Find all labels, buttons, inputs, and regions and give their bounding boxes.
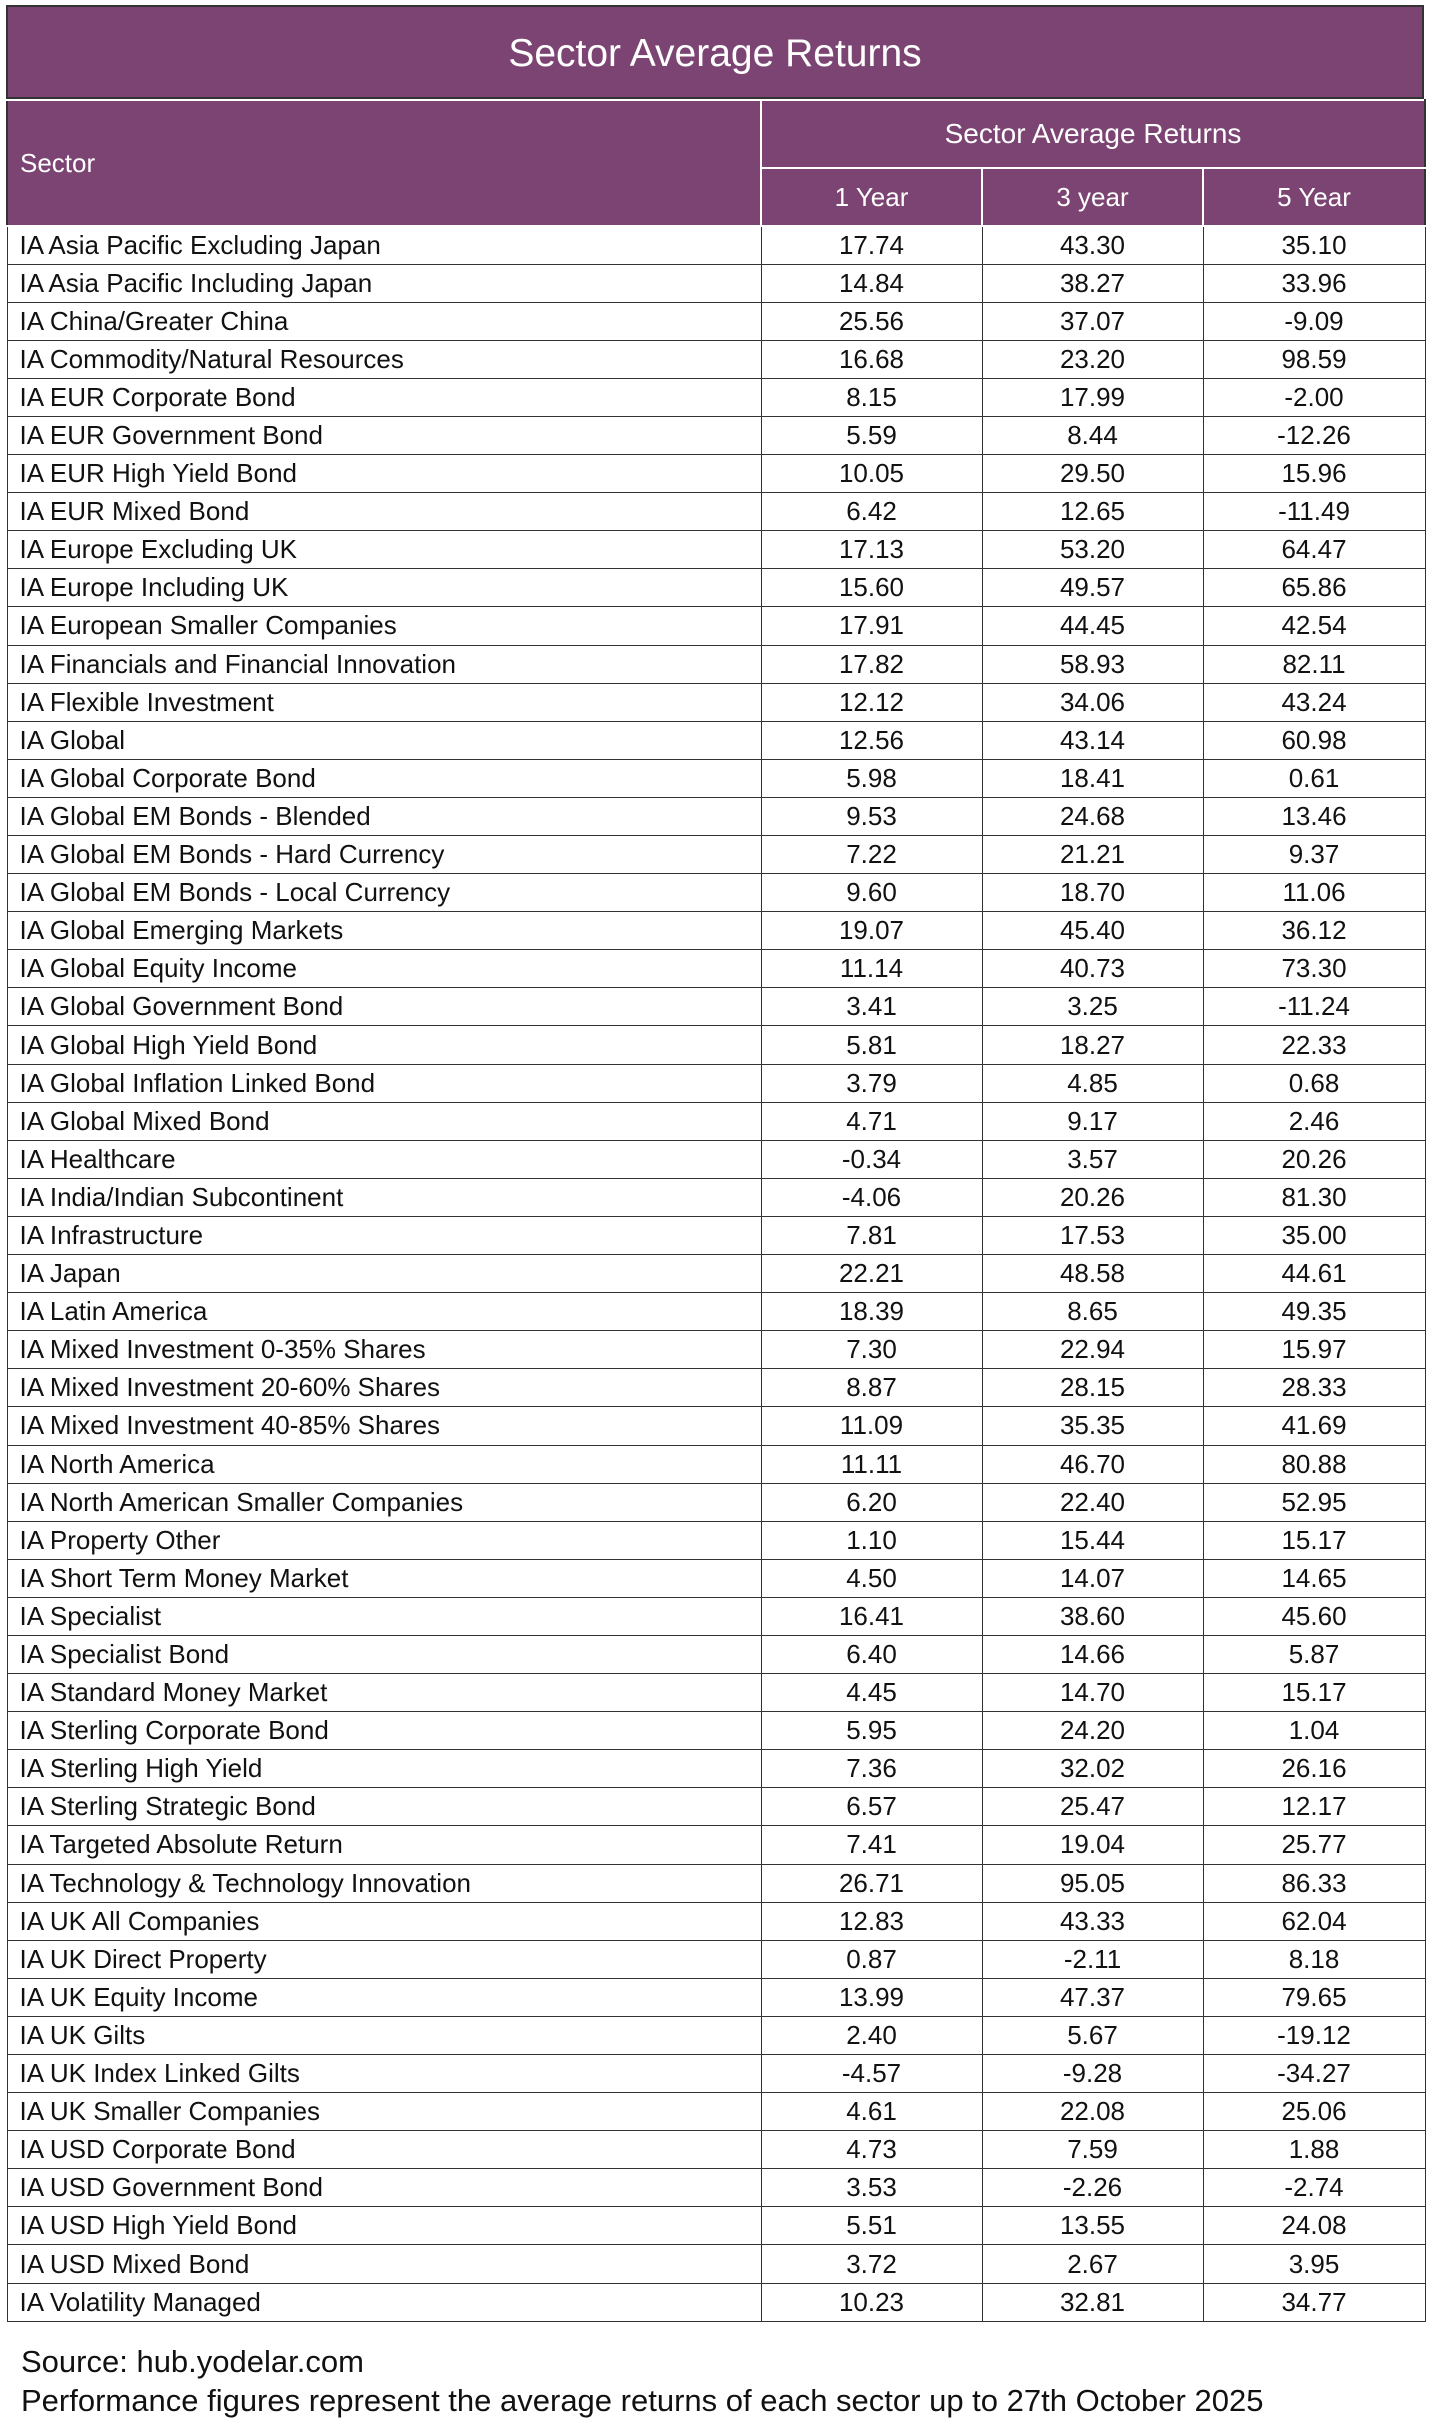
table-row [7,1712,1425,1750]
return-1-year-cell: 8.15 [761,378,982,416]
table-row [7,1178,1425,1216]
return-1-year-cell: 10.23 [761,2283,982,2321]
return-5-year-cell: 82.11 [1203,645,1425,683]
return-3-year-cell: 22.08 [982,2093,1203,2131]
return-1-year-cell: 12.12 [761,683,982,721]
sector-name-cell: IA Flexible Investment [7,683,761,721]
return-5-year-cell: 9.37 [1203,836,1425,874]
return-5-year-cell: 34.77 [1203,2283,1425,2321]
sector-name-cell: IA USD Government Bond [7,2169,761,2207]
return-3-year-cell: 18.27 [982,1026,1203,1064]
return-1-year-cell: -4.06 [761,1178,982,1216]
return-1-year-cell: -4.57 [761,2055,982,2093]
sector-name-cell: IA UK Gilts [7,2016,761,2054]
sector-name-cell: IA Financials and Financial Innovation [7,645,761,683]
return-3-year-cell: 9.17 [982,1102,1203,1140]
table-title: Sector Average Returns [6,5,1424,99]
return-3-year-cell: 14.70 [982,1674,1203,1712]
return-1-year-cell: 26.71 [761,1864,982,1902]
return-5-year-cell: -9.09 [1203,302,1425,340]
sector-name-cell: IA Latin America [7,1293,761,1331]
return-1-year-cell: 11.09 [761,1407,982,1445]
table-row [7,1407,1425,1445]
table-row [7,1978,1425,2016]
return-5-year-cell: 26.16 [1203,1750,1425,1788]
table-row [7,531,1425,569]
return-5-year-cell: 65.86 [1203,569,1425,607]
return-5-year-cell: 35.10 [1203,226,1425,264]
return-5-year-cell: 15.17 [1203,1674,1425,1712]
sector-name-cell: IA European Smaller Companies [7,607,761,645]
return-1-year-cell: 7.81 [761,1216,982,1254]
return-3-year-cell: 32.81 [982,2283,1203,2321]
return-3-year-cell: 21.21 [982,836,1203,874]
sector-name-cell: IA USD Mixed Bond [7,2245,761,2283]
return-3-year-cell: 13.55 [982,2207,1203,2245]
return-3-year-cell: 29.50 [982,455,1203,493]
table-row [7,721,1425,759]
sector-name-cell: IA Property Other [7,1521,761,1559]
table-row [7,1216,1425,1254]
return-5-year-cell: 52.95 [1203,1483,1425,1521]
table-row [7,1140,1425,1178]
return-1-year-cell: 7.36 [761,1750,982,1788]
return-3-year-cell: 18.41 [982,759,1203,797]
sector-name-cell: IA Japan [7,1255,761,1293]
return-3-year-cell: 38.60 [982,1597,1203,1635]
sector-name-cell: IA Specialist [7,1597,761,1635]
return-1-year-cell: 17.74 [761,226,982,264]
sector-name-cell: IA Sterling High Yield [7,1750,761,1788]
return-1-year-cell: 4.61 [761,2093,982,2131]
return-5-year-cell: 1.04 [1203,1712,1425,1750]
table-row [7,1026,1425,1064]
table-row [7,455,1425,493]
return-3-year-cell: 44.45 [982,607,1203,645]
return-1-year-cell: 4.71 [761,1102,982,1140]
sector-name-cell: IA EUR Mixed Bond [7,493,761,531]
table-row [7,1369,1425,1407]
sector-name-cell: IA Asia Pacific Excluding Japan [7,226,761,264]
return-1-year-cell: 9.60 [761,874,982,912]
sector-name-cell: IA Global EM Bonds - Blended [7,797,761,835]
return-3-year-cell: 20.26 [982,1178,1203,1216]
returns-group-header: Sector Average Returns [761,100,1425,168]
sector-name-cell: IA China/Greater China [7,302,761,340]
return-1-year-cell: 2.40 [761,2016,982,2054]
sector-name-cell: IA Specialist Bond [7,1635,761,1673]
source-note: Source: hub.yodelar.com [21,2343,364,2379]
return-3-year-cell: 8.65 [982,1293,1203,1331]
return-1-year-cell: 3.53 [761,2169,982,2207]
return-1-year-cell: -0.34 [761,1140,982,1178]
return-3-year-cell: 43.14 [982,721,1203,759]
return-3-year-cell: 19.04 [982,1826,1203,1864]
return-1-year-cell: 10.05 [761,455,982,493]
table-row [7,797,1425,835]
return-5-year-cell: 79.65 [1203,1978,1425,2016]
return-3-year-cell: 17.99 [982,378,1203,416]
return-3-year-cell: 22.40 [982,1483,1203,1521]
return-5-year-cell: 28.33 [1203,1369,1425,1407]
table-row [7,416,1425,454]
table-row [7,988,1425,1026]
sector-returns-table [6,99,1426,2322]
return-3-year-cell: 43.33 [982,1902,1203,1940]
return-5-year-cell: 12.17 [1203,1788,1425,1826]
sector-name-cell: IA Global EM Bonds - Hard Currency [7,836,761,874]
sector-name-cell: IA Europe Including UK [7,569,761,607]
return-3-year-cell: 48.58 [982,1255,1203,1293]
table-row [7,1788,1425,1826]
sector-name-cell: IA USD High Yield Bond [7,2207,761,2245]
table-row [7,607,1425,645]
return-1-year-cell: 4.73 [761,2131,982,2169]
sector-name-cell: IA Asia Pacific Including Japan [7,264,761,302]
return-3-year-cell: 40.73 [982,950,1203,988]
table-row [7,645,1425,683]
table-row [7,2245,1425,2283]
return-1-year-cell: 22.21 [761,1255,982,1293]
return-5-year-cell: 49.35 [1203,1293,1425,1331]
return-3-year-cell: -2.11 [982,1940,1203,1978]
table-row [7,2169,1425,2207]
return-3-year-cell: 58.93 [982,645,1203,683]
table-row [7,1102,1425,1140]
return-1-year-cell: 7.41 [761,1826,982,1864]
table-row [7,2016,1425,2054]
footer [6,2342,1424,2420]
return-1-year-cell: 11.14 [761,950,982,988]
sector-name-cell: IA EUR Government Bond [7,416,761,454]
sector-name-cell: IA Mixed Investment 20-60% Shares [7,1369,761,1407]
table-row [7,1750,1425,1788]
return-1-year-cell: 5.51 [761,2207,982,2245]
sector-name-cell: IA North America [7,1445,761,1483]
return-5-year-cell: 15.96 [1203,455,1425,493]
table-row [7,1826,1425,1864]
return-5-year-cell: 15.17 [1203,1521,1425,1559]
return-3-year-cell: 35.35 [982,1407,1203,1445]
return-5-year-cell: -11.24 [1203,988,1425,1026]
return-5-year-cell: -19.12 [1203,2016,1425,2054]
return-5-year-cell: 43.24 [1203,683,1425,721]
sector-name-cell: IA Short Term Money Market [7,1559,761,1597]
return-3-year-cell: 24.68 [982,797,1203,835]
sector-name-cell: IA Global Government Bond [7,988,761,1026]
return-1-year-cell: 5.98 [761,759,982,797]
return-5-year-cell: 45.60 [1203,1597,1425,1635]
table-row [7,1064,1425,1102]
return-5-year-cell: 20.26 [1203,1140,1425,1178]
table-row [7,1635,1425,1673]
return-3-year-cell: 4.85 [982,1064,1203,1102]
table-row [7,1445,1425,1483]
return-1-year-cell: 6.42 [761,493,982,531]
sector-name-cell: IA UK Equity Income [7,1978,761,2016]
table-row [7,2283,1425,2321]
table-row [7,569,1425,607]
table-body [7,226,1425,2321]
return-5-year-cell: 64.47 [1203,531,1425,569]
return-5-year-cell: 42.54 [1203,607,1425,645]
return-1-year-cell: 7.30 [761,1331,982,1369]
return-5-year-cell: 22.33 [1203,1026,1425,1064]
return-3-year-cell: 3.25 [982,988,1203,1026]
return-5-year-cell: 35.00 [1203,1216,1425,1254]
sector-name-cell: IA Volatility Managed [7,2283,761,2321]
sector-column-header: Sector [7,100,761,226]
table-row [7,378,1425,416]
return-1-year-cell: 13.99 [761,1978,982,2016]
return-1-year-cell: 6.57 [761,1788,982,1826]
return-5-year-cell: 25.77 [1203,1826,1425,1864]
return-3-year-cell: 25.47 [982,1788,1203,1826]
return-1-year-cell: 5.59 [761,416,982,454]
return-5-year-cell: 0.68 [1203,1064,1425,1102]
return-3-year-cell: 46.70 [982,1445,1203,1483]
column-header-1-year: 1 Year [761,168,982,226]
sector-name-cell: IA Healthcare [7,1140,761,1178]
return-5-year-cell: 14.65 [1203,1559,1425,1597]
return-5-year-cell: 5.87 [1203,1635,1425,1673]
sector-name-cell: IA UK All Companies [7,1902,761,1940]
return-5-year-cell: 98.59 [1203,340,1425,378]
return-5-year-cell: 24.08 [1203,2207,1425,2245]
table-row [7,950,1425,988]
return-3-year-cell: 37.07 [982,302,1203,340]
sector-name-cell: IA Global Inflation Linked Bond [7,1064,761,1102]
table-row [7,1864,1425,1902]
return-3-year-cell: 47.37 [982,1978,1203,2016]
return-1-year-cell: 25.56 [761,302,982,340]
return-5-year-cell: 11.06 [1203,874,1425,912]
return-5-year-cell: 81.30 [1203,1178,1425,1216]
return-5-year-cell: 3.95 [1203,2245,1425,2283]
sector-name-cell: IA Mixed Investment 40-85% Shares [7,1407,761,1445]
return-1-year-cell: 12.56 [761,721,982,759]
return-5-year-cell: -11.49 [1203,493,1425,531]
sector-name-cell: IA Global [7,721,761,759]
return-3-year-cell: 7.59 [982,2131,1203,2169]
return-3-year-cell: 34.06 [982,683,1203,721]
return-3-year-cell: 32.02 [982,1750,1203,1788]
return-1-year-cell: 17.82 [761,645,982,683]
sector-name-cell: IA Sterling Strategic Bond [7,1788,761,1826]
return-5-year-cell: 8.18 [1203,1940,1425,1978]
return-1-year-cell: 14.84 [761,264,982,302]
return-1-year-cell: 11.11 [761,1445,982,1483]
return-1-year-cell: 12.83 [761,1902,982,1940]
table-row [7,912,1425,950]
sector-name-cell: IA Global Mixed Bond [7,1102,761,1140]
return-1-year-cell: 8.87 [761,1369,982,1407]
table-row [7,2093,1425,2131]
table-row [7,759,1425,797]
return-5-year-cell: -2.00 [1203,378,1425,416]
column-header-3-year: 3 year [982,168,1203,226]
return-3-year-cell: 38.27 [982,264,1203,302]
table-row [7,1559,1425,1597]
return-3-year-cell: -2.26 [982,2169,1203,2207]
return-3-year-cell: 12.65 [982,493,1203,531]
sector-name-cell: IA UK Smaller Companies [7,2093,761,2131]
table-row [7,340,1425,378]
return-1-year-cell: 4.45 [761,1674,982,1712]
return-3-year-cell: 18.70 [982,874,1203,912]
return-5-year-cell: 44.61 [1203,1255,1425,1293]
return-3-year-cell: 17.53 [982,1216,1203,1254]
sector-name-cell: IA Commodity/Natural Resources [7,340,761,378]
return-5-year-cell: 60.98 [1203,721,1425,759]
return-3-year-cell: 23.20 [982,340,1203,378]
return-5-year-cell: 36.12 [1203,912,1425,950]
table-header [7,100,1425,226]
return-1-year-cell: 0.87 [761,1940,982,1978]
table-row [7,683,1425,721]
return-5-year-cell: 73.30 [1203,950,1425,988]
return-1-year-cell: 16.68 [761,340,982,378]
table-row [7,1255,1425,1293]
table-row [7,493,1425,531]
table-row [7,264,1425,302]
return-3-year-cell: 3.57 [982,1140,1203,1178]
return-1-year-cell: 3.72 [761,2245,982,2283]
return-1-year-cell: 4.50 [761,1559,982,1597]
table-row [7,1331,1425,1369]
return-5-year-cell: 25.06 [1203,2093,1425,2131]
return-3-year-cell: 14.07 [982,1559,1203,1597]
sector-name-cell: IA Mixed Investment 0-35% Shares [7,1331,761,1369]
return-3-year-cell: -9.28 [982,2055,1203,2093]
return-5-year-cell: 41.69 [1203,1407,1425,1445]
return-3-year-cell: 14.66 [982,1635,1203,1673]
return-1-year-cell: 5.95 [761,1712,982,1750]
table-row [7,1597,1425,1635]
return-1-year-cell: 17.13 [761,531,982,569]
sector-name-cell: IA EUR Corporate Bond [7,378,761,416]
sector-name-cell: IA USD Corporate Bond [7,2131,761,2169]
table-row [7,1674,1425,1712]
return-1-year-cell: 6.20 [761,1483,982,1521]
sector-name-cell: IA India/Indian Subcontinent [7,1178,761,1216]
return-1-year-cell: 15.60 [761,569,982,607]
return-3-year-cell: 5.67 [982,2016,1203,2054]
return-5-year-cell: 80.88 [1203,1445,1425,1483]
table-row [7,226,1425,264]
sector-name-cell: IA Global EM Bonds - Local Currency [7,874,761,912]
return-1-year-cell: 5.81 [761,1026,982,1064]
return-5-year-cell: 13.46 [1203,797,1425,835]
sector-name-cell: IA Infrastructure [7,1216,761,1254]
table-row [7,1293,1425,1331]
table-row [7,1521,1425,1559]
return-3-year-cell: 28.15 [982,1369,1203,1407]
return-3-year-cell: 43.30 [982,226,1203,264]
table-row [7,2055,1425,2093]
sector-name-cell: IA Global Equity Income [7,950,761,988]
table-row [7,874,1425,912]
table-row [7,2131,1425,2169]
return-1-year-cell: 16.41 [761,1597,982,1635]
sector-name-cell: IA Global Emerging Markets [7,912,761,950]
return-3-year-cell: 49.57 [982,569,1203,607]
return-5-year-cell: 15.97 [1203,1331,1425,1369]
sector-name-cell: IA Europe Excluding UK [7,531,761,569]
table-row [7,2207,1425,2245]
return-5-year-cell: -34.27 [1203,2055,1425,2093]
sector-name-cell: IA Global Corporate Bond [7,759,761,797]
sector-name-cell: IA North American Smaller Companies [7,1483,761,1521]
sector-name-cell: IA EUR High Yield Bond [7,455,761,493]
return-1-year-cell: 7.22 [761,836,982,874]
return-3-year-cell: 24.20 [982,1712,1203,1750]
return-5-year-cell: -12.26 [1203,416,1425,454]
table-row [7,302,1425,340]
return-5-year-cell: 86.33 [1203,1864,1425,1902]
return-5-year-cell: 1.88 [1203,2131,1425,2169]
sector-name-cell: IA Sterling Corporate Bond [7,1712,761,1750]
return-1-year-cell: 9.53 [761,797,982,835]
return-1-year-cell: 3.41 [761,988,982,1026]
return-1-year-cell: 1.10 [761,1521,982,1559]
table-row [7,1483,1425,1521]
return-3-year-cell: 53.20 [982,531,1203,569]
sector-name-cell: IA UK Direct Property [7,1940,761,1978]
return-3-year-cell: 95.05 [982,1864,1203,1902]
table-row [7,1940,1425,1978]
table-row [7,1902,1425,1940]
return-3-year-cell: 22.94 [982,1331,1203,1369]
sector-name-cell: IA UK Index Linked Gilts [7,2055,761,2093]
sector-name-cell: IA Targeted Absolute Return [7,1826,761,1864]
column-header-5-year: 5 Year [1203,168,1425,226]
table-row [7,836,1425,874]
return-1-year-cell: 18.39 [761,1293,982,1331]
returns-table-container [6,5,1424,2420]
sector-name-cell: IA Global High Yield Bond [7,1026,761,1064]
return-3-year-cell: 8.44 [982,416,1203,454]
sector-name-cell: IA Standard Money Market [7,1674,761,1712]
return-3-year-cell: 2.67 [982,2245,1203,2283]
return-5-year-cell: 62.04 [1203,1902,1425,1940]
return-1-year-cell: 6.40 [761,1635,982,1673]
return-1-year-cell: 19.07 [761,912,982,950]
performance-note: Performance figures represent the average returns of each sector up to 27th October 2025 [21,2382,1264,2418]
return-3-year-cell: 45.40 [982,912,1203,950]
return-5-year-cell: 0.61 [1203,759,1425,797]
return-5-year-cell: 2.46 [1203,1102,1425,1140]
sector-name-cell: IA Technology & Technology Innovation [7,1864,761,1902]
return-5-year-cell: 33.96 [1203,264,1425,302]
return-1-year-cell: 17.91 [761,607,982,645]
return-3-year-cell: 15.44 [982,1521,1203,1559]
return-1-year-cell: 3.79 [761,1064,982,1102]
return-5-year-cell: -2.74 [1203,2169,1425,2207]
